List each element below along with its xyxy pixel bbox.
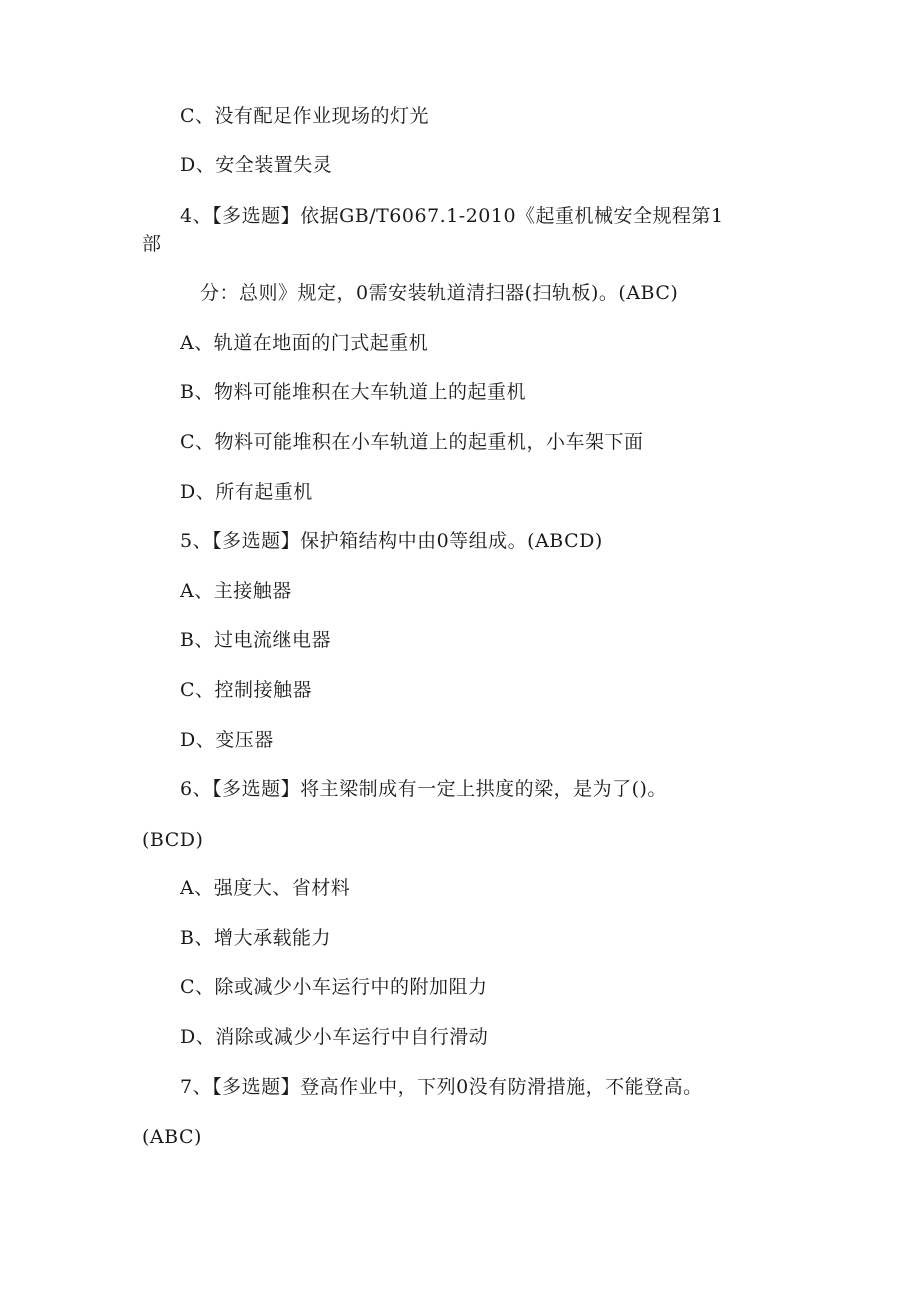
option-c-q6: C、除或减少小车运行中的附加阻力 [180, 976, 488, 998]
option-b-q4: B、物料可能堆积在大车轨道上的起重机 [180, 381, 526, 403]
question-5: 5、【多选题】保护箱结构中由0等组成。(ABCD) [180, 530, 603, 552]
option-b-q6: B、增大承载能力 [180, 927, 331, 949]
question-7: 7、【多选题】登高作业中，下列0没有防滑措施，不能登高。 [180, 1076, 703, 1098]
question-4: 4、【多选题】依据GB/T6067.1-2010《起重机械安全规程第1 [180, 205, 724, 227]
question-6: 6、【多选题】将主梁制成有一定上拱度的梁，是为了()。 [180, 778, 667, 800]
question-7-answer: (ABC) [142, 1126, 202, 1148]
option-c-q4: C、物料可能堆积在小车轨道上的起重机，小车架下面 [180, 431, 644, 453]
option-a-q4: A、轨道在地面的门式起重机 [180, 332, 429, 354]
option-d-q6: D、消除或减少小车运行中自行滑动 [180, 1026, 489, 1048]
option-b-q5: B、过电流继电器 [180, 629, 331, 651]
question-4-cont: 分：总则》规定，0需安装轨道清扫器(扫轨板)。(ABC) [200, 282, 679, 304]
option-c-q5: C、控制接触器 [180, 679, 313, 701]
option-d-q4: D、所有起重机 [180, 481, 313, 503]
question-6-answer: (BCD) [142, 829, 204, 851]
option-a-q6: A、强度大、省材料 [180, 877, 351, 899]
option-a-q5: A、主接触器 [180, 580, 292, 602]
option-d-q3: D、安全装置失灵 [180, 154, 333, 176]
question-4-wrap: 部 [142, 233, 162, 255]
option-d-q5: D、变压器 [180, 729, 274, 751]
option-c-q3: C、没有配足作业现场的灯光 [180, 105, 430, 127]
